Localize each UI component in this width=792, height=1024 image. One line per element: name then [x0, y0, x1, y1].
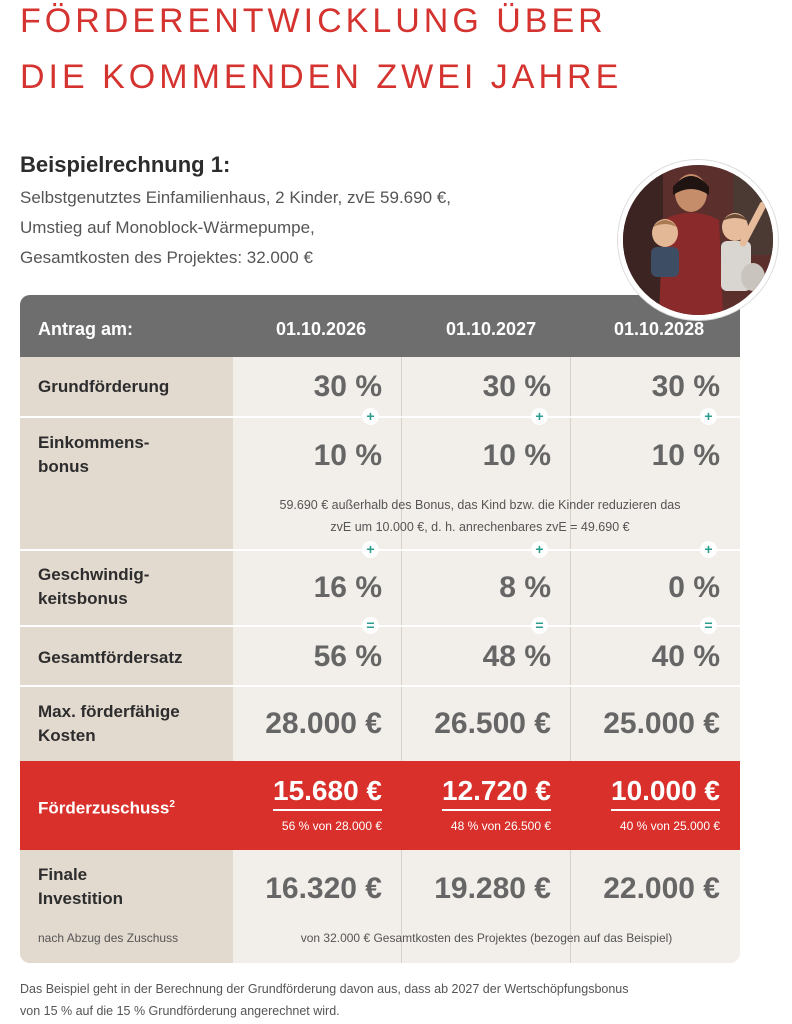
value-grund-2028: 30 % [651, 370, 720, 403]
value-gesamt-2026: 56 % [313, 640, 382, 673]
footnote-line-1: Das Beispiel geht in der Berechnung der Grundförderung davon aus, dass ab 2027 der Wertschöpfungsbonus [20, 982, 629, 996]
plus-icon: + [362, 408, 379, 425]
zuschuss-calc-2028: 40 % von 25.000 € [619, 819, 720, 833]
row-label-grundfoerderung: Grundförderung [38, 377, 170, 396]
row-label-line: Einkommens- [38, 433, 150, 452]
value-geschw-2028: 0 % [668, 571, 720, 604]
note-line: 59.690 € außerhalb des Bonus, das Kind bzw. die Kinder reduzieren das [279, 498, 681, 512]
row-label-foerderzuschuss [38, 793, 175, 821]
equals-icon: = [531, 617, 548, 634]
footnote-line-2: von 15 % auf die 15 % Grundförderung angerechnet wird. [20, 1004, 340, 1018]
plus-icon: + [362, 541, 379, 558]
value-einkommen-2026: 10 % [313, 439, 382, 472]
row-label-gesamtfoerdersatz: Gesamtfördersatz [38, 648, 183, 667]
row-label-line: Max. förderfähige [38, 702, 180, 721]
note-line: zvE um 10.000 €, d. h. anrechenbares zvE = 49.690 € [330, 520, 630, 534]
header-date-2027: 01.10.2027 [446, 319, 537, 339]
column-divider [401, 850, 402, 963]
row-divider [20, 416, 740, 418]
final-sub-label: nach Abzug des Zuschuss [38, 931, 179, 945]
funding-table [20, 295, 740, 963]
row-label-geschwindigkeitsbonus [38, 563, 149, 611]
row-label-line: Kosten [38, 726, 96, 745]
footnote-marker: 2 [169, 799, 175, 810]
row-label-einkommensbonus [38, 431, 149, 479]
column-divider [570, 850, 571, 963]
value-zuschuss-2027: 12.720 € [442, 775, 551, 811]
row-divider [20, 549, 740, 551]
value-grund-2027: 30 % [482, 370, 551, 403]
example-line-1: Selbstgenutztes Einfamilienhaus, 2 Kinder, zvE 59.690 €, [20, 188, 451, 207]
value-geschw-2027: 8 % [499, 571, 551, 604]
row-label-line: keitsbonus [38, 589, 128, 608]
value-einkommen-2027: 10 % [482, 439, 551, 472]
value-gesamt-2027: 48 % [482, 640, 551, 673]
row-label-max-kosten [38, 700, 180, 748]
header-label: Antrag am: [38, 319, 134, 339]
header-date-2028: 01.10.2028 [614, 319, 705, 339]
row-label-line: Finale [38, 865, 88, 884]
example-line-2: Umstieg auf Monoblock-Wärmepumpe, [20, 218, 315, 237]
row-label-finale-investition [38, 863, 123, 911]
value-zuschuss-2026: 15.680 € [273, 775, 382, 811]
value-final-2026: 16.320 € [265, 872, 382, 905]
final-note: von 32.000 € Gesamtkosten des Projektes (bezogen auf das Beispiel) [300, 931, 673, 945]
value-geschw-2026: 16 % [313, 571, 382, 604]
equals-icon: = [362, 617, 379, 634]
row-label-line: Investition [38, 889, 124, 908]
plus-icon: + [700, 408, 717, 425]
page-title-line1: FÖRDERENTWICKLUNG ÜBER [20, 2, 607, 40]
header-date-2026: 01.10.2026 [276, 319, 367, 339]
value-max-2026: 28.000 € [265, 707, 382, 740]
value-final-2027: 19.280 € [434, 872, 551, 905]
row-divider [20, 685, 740, 687]
value-einkommen-2028: 10 % [651, 439, 720, 472]
plus-icon: + [531, 408, 548, 425]
value-grund-2026: 30 % [313, 370, 382, 403]
equals-icon: = [700, 617, 717, 634]
row-label-line: Geschwindig- [38, 565, 150, 584]
zuschuss-row [20, 761, 740, 850]
value-zuschuss-2028: 10.000 € [611, 775, 720, 811]
example-heading: Beispielrechnung 1: [20, 152, 231, 177]
value-max-2028: 25.000 € [603, 707, 720, 740]
value-final-2028: 22.000 € [603, 872, 720, 905]
example-line-3: Gesamtkosten des Projektes: 32.000 € [20, 248, 313, 267]
row-divider [20, 625, 740, 627]
zuschuss-calc-2026: 56 % von 28.000 € [281, 819, 382, 833]
income-bonus-note [220, 494, 740, 538]
value-gesamt-2028: 40 % [651, 640, 720, 673]
page-title-line2: DIE KOMMENDEN ZWEI JAHRE [20, 58, 623, 96]
row-label-text: Förderzuschuss [38, 798, 170, 818]
table-header [20, 295, 740, 357]
plus-icon: + [700, 541, 717, 558]
family-photo [618, 160, 778, 320]
value-max-2027: 26.500 € [434, 707, 551, 740]
zuschuss-calc-2027: 48 % von 26.500 € [450, 819, 551, 833]
row-label-line: bonus [38, 457, 89, 476]
plus-icon: + [531, 541, 548, 558]
